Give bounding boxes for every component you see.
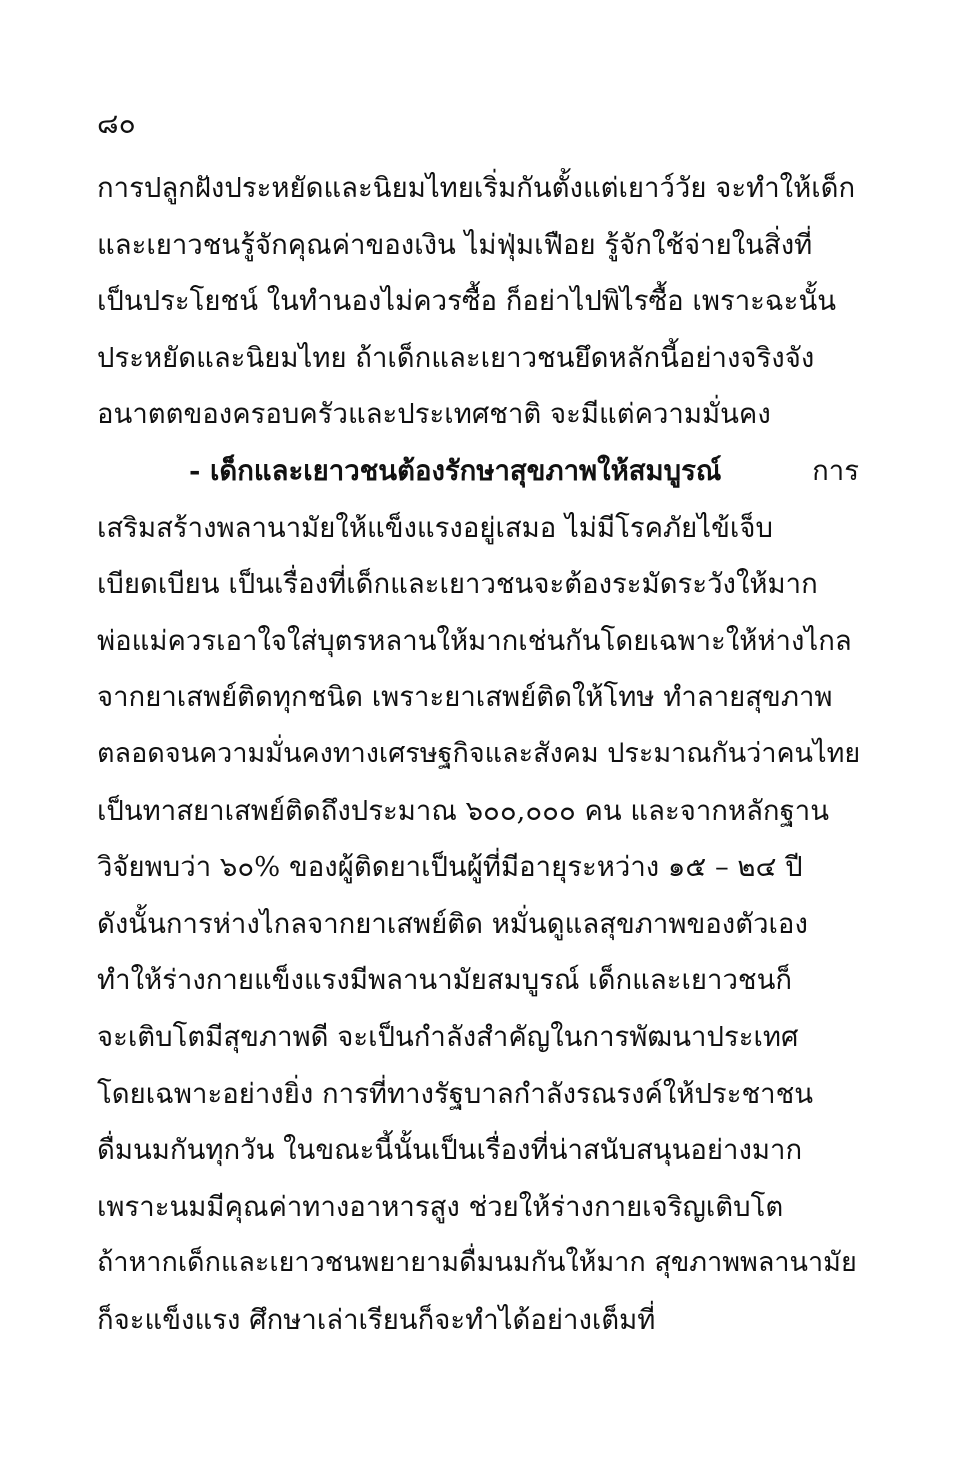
text-line-content: อนาตตของครอบครัวและประเทศชาติ จะมีแต่ความมั่นคง (97, 398, 771, 431)
text-line (97, 160, 859, 217)
heading-line-continuation: การ (812, 454, 859, 487)
body-text (97, 160, 859, 1348)
text-line (97, 386, 859, 443)
text-line-content: โดยเฉพาะอย่างยิ่ง การที่ทางรัฐบาลกำลังรณรงค์ให้ประชาชน (97, 1077, 814, 1110)
text-line-content: ทำให้ร่างกายแข็งแรงมีพลานามัยสมบูรณ์ เด็กและเยาวชนก็ (97, 964, 793, 997)
text-line-content: ก็จะแข็งแรง ศึกษาเล่าเรียนก็จะทำได้อย่างเต็มที่ (97, 1303, 656, 1336)
text-line (97, 669, 859, 726)
text-line (97, 726, 859, 783)
text-line-content: การปลูกฝังประหยัดและนิยมไทยเริ่มกันตั้งแต่เยาว์วัย จะทำให้เด็ก (97, 172, 856, 204)
text-line (97, 1235, 859, 1292)
text-line-content: วิจัยพบว่า ๖๐% ของผู้ติดยาเป็นผู้ที่มีอายุระหว่าง ๑๕ – ๒๔ ปี (97, 851, 803, 884)
text-line (97, 952, 859, 1009)
text-line (97, 1009, 859, 1066)
text-line-content: เป็นทาสยาเสพย์ติดถึงประมาณ ๖๐๐,๐๐๐ คน และจากหลักฐาน (97, 794, 829, 827)
text-line (97, 1066, 859, 1123)
text-line-content: ดังนั้นการห่างไกลจากยาเสพย์ติด หมั่นดูแลสุขภาพของตัวเอง (97, 907, 808, 940)
section-heading-line (97, 443, 859, 500)
text-line-content: เป็นประโยชน์ ในทำนองไม่ควรซื้อ ก็อย่าไปพิไรซื้อ เพราะฉะนั้น (97, 285, 837, 318)
text-line (97, 500, 859, 557)
page-number: ๘๐ (97, 107, 136, 140)
text-line-content: เบียดเบียน เป็นเรื่องที่เด็กและเยาวชนจะต้องระมัดระวังให้มาก (97, 568, 818, 601)
text-line (97, 556, 859, 613)
text-line (97, 613, 859, 670)
text-line (97, 217, 859, 274)
text-line-content: จะเติบโตมีสุขภาพดี จะเป็นกำลังสำคัญในการพัฒนาประเทศ (97, 1020, 799, 1053)
text-line (97, 273, 859, 330)
text-line-content: ดื่มนมกันทุกวัน ในขณะนี้นั้นเป็นเรื่องที่น่าสนับสนุนอย่างมาก (97, 1134, 803, 1167)
text-line (97, 839, 859, 896)
section-heading: - เด็กและเยาวชนต้องรักษาสุขภาพให้สมบูรณ์ (189, 454, 722, 487)
text-line (97, 783, 859, 840)
text-line-content: จากยาเสพย์ติดทุกชนิด เพราะยาเสพย์ติดให้โทษ ทำลายสุขภาพ (97, 681, 833, 714)
text-line (97, 330, 859, 387)
text-line (97, 1122, 859, 1179)
text-line-content: ตลอดจนความมั่นคงทางเศรษฐกิจและสังคม ประมาณกันว่าคนไทย (97, 737, 861, 769)
text-line-content: ถ้าหากเด็กและเยาวชนพยายามดื่มนมกันให้มาก สุขภาพพลานามัย (97, 1247, 857, 1279)
text-line-content: พ่อแม่ควรเอาใจใส่บุตรหลานให้มากเช่นกันโดยเฉพาะให้ห่างไกล (97, 624, 852, 657)
text-line (97, 896, 859, 953)
text-line-content: เสริมสร้างพลานามัยให้แข็งแรงอยู่เสมอ ไม่มีโรคภัยไข้เจ็บ (97, 511, 773, 544)
text-line-content: และเยาวชนรู้จักคุณค่าของเงิน ไม่ฟุ่มเฟือย รู้จักใช้จ่ายในสิ่งที่ (97, 228, 813, 261)
text-line (97, 1179, 859, 1236)
text-line-content: ประหยัดและนิยมไทย ถ้าเด็กและเยาวชนยึดหลักนี้อย่างจริงจัง (97, 341, 815, 374)
text-line-content: เพราะนมมีคุณค่าทางอาหารสูง ช่วยให้ร่างกายเจริญเติบโต (97, 1190, 784, 1223)
text-line (97, 1292, 859, 1349)
